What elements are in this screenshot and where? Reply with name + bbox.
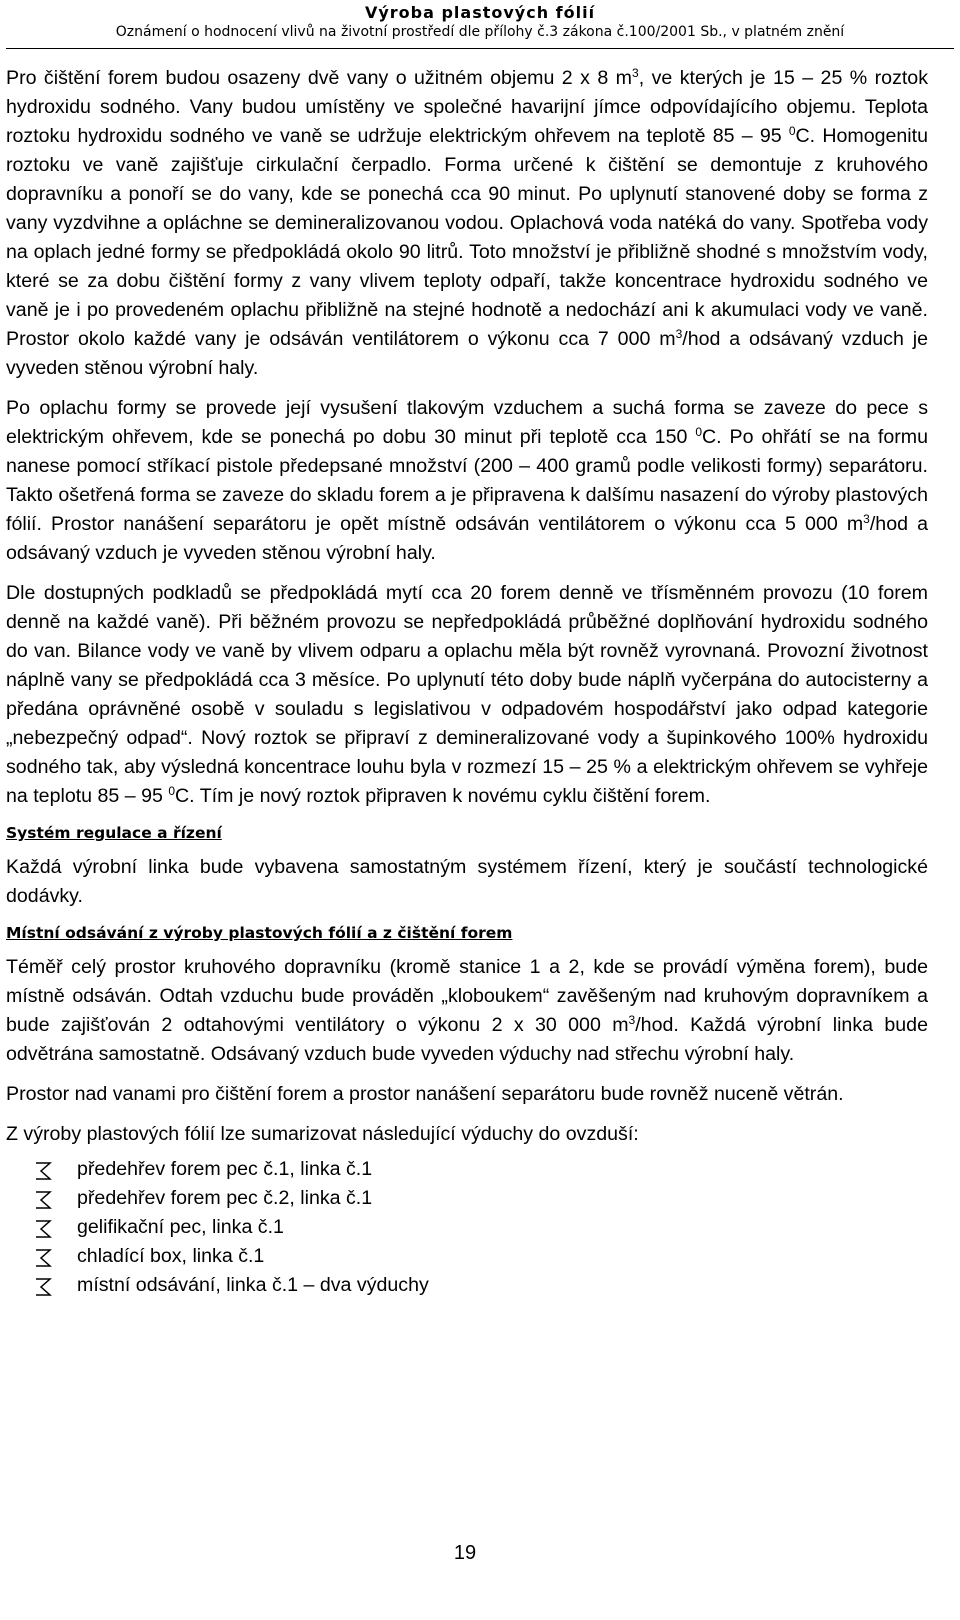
list-item: [6, 1184, 928, 1213]
section-heading-control-system: Systém regulace a řízení: [6, 824, 222, 842]
list-item-label: předehřev forem pec č.2, linka č.1: [77, 1187, 373, 1209]
document-subtitle: Oznámení o hodnocení vlivů na životní prostředí dle přílohy č.3 zákona č.100/2001 Sb., v platném znění: [115, 24, 845, 40]
section-sign-icon: [32, 1248, 54, 1268]
list-item-label: předehřev forem pec č.1, linka č.1: [77, 1158, 373, 1180]
page-number: 19: [453, 1542, 477, 1564]
paragraph-local-exhaust: Téměř celý prostor kruhového dopravníku (kromě stanice 1 a 2, kde se provádí výměna forem), bude místně odsáván. Odtah vzduchu bude prováděn „kloboukem“ zavěšeným nad kruhovým dopravníkem a bude zajišťován 2 odtahovými ventilátory o výkonu 2 x 30 000 $m^3$/hod. Každá výrobní linka bude odvětrána samostatně. Odsávaný vzduch bude vyveden výduchy nad střechu výrobní haly.: [6, 956, 928, 1065]
list-item: [6, 1213, 928, 1242]
section-sign-icon: [32, 1190, 54, 1210]
paragraph-forced-ventilation: Prostor nad vanami pro čištění forem a prostor nanášení separátoru bude rovněž nuceně větrán.: [6, 1083, 844, 1105]
paragraph-control-system: Každá výrobní linka bude vybavena samostatným systémem řízení, který je součástí technologické dodávky.: [6, 856, 928, 907]
document-title: Výroba plastových fólií: [364, 3, 596, 22]
section-sign-icon: [32, 1161, 54, 1181]
paragraph-mold-cleaning: Pro čištění forem budou osazeny dvě vany o užitném objemu 2 x 8 $m^3$, ve kterých je 15 – 25 % roztok hydroxidu sodného. Vany budou umístěny ve společné havarijní jímce odpovídajícího objemu. Teplota roztoku hydroxidu sodného ve vaně se udržuje elektrickým ohřevem na teplotě 85 – 95 $^0$C. Homogenitu roztoku ve vaně zajišťuje cirkulační čerpadlo. Forma určené k čištění se demontuje z kruhového dopravníku a ponoří se do vany, kde se ponechá cca 90 minut. Po uplynutí stanovené doby se forma z vany vyzdvihne a opláchne se demineralizovanou vodou. Oplachová voda natéká do vany. Spotřeba vody na oplach jedné formy se předpokládá okolo 90 litrů. Toto množství je přibližně shodné s množstvím vody, které se za dobu čištění formy z vany vlivem teploty odpaří, takže koncentrace hydroxidu sodného ve vaně je i po provedeném oplachu přibližně na stejné hodnotě a nedochází ani k akumulaci vody ve vaně. Prostor okolo každé vany je odsáván ventilátorem o výkonu cca 7 000 $m^3$/hod a odsávaný vzduch je vyveden stěnou výrobní haly.: [6, 66, 928, 379]
list-item: [6, 1242, 928, 1271]
list-item-label: gelifikační pec, linka č.1: [77, 1216, 284, 1238]
list-item-label: místní odsávání, linka č.1 – dva výduchy: [77, 1274, 429, 1296]
section-sign-icon: [32, 1219, 54, 1239]
paragraph-mold-drying: Po oplachu formy se provede její vysušení tlakovým vzduchem a suchá forma se zaveze do pece s elektrickým ohřevem, kde se ponechá po dobu 30 minut při teplotě cca 150 $^0$C. Po ohřátí se na formu nanese pomocí stříkací pistole předepsané množství (200 – 400 gramů podle velikosti formy) separátoru. Takto ošetřená forma se zaveze do skladu forem a je připravena k dalšímu nasazení do výroby plastových fólií. Prostor nanášení separátoru je opět místně odsáván ventilátorem o výkonu cca 5 000 $m^3$/hod a odsávaný vzduch je vyveden stěnou výrobní haly.: [6, 397, 928, 564]
list-item: [6, 1271, 928, 1300]
list-item-label: chladící box, linka č.1: [77, 1245, 265, 1267]
page-header: [0, 0, 960, 50]
paragraph-washing-balance: Dle dostupných podkladů se předpokládá mytí cca 20 forem denně ve třísměnném provozu (10 forem denně na každé vaně). Při běžném provozu se nepředpokládá průběžné doplňování hydroxidu sodného do van. Bilance vody ve vaně by vlivem odparu a oplachu měla být rovněž vyrovnaná. Provozní životnost náplně vany se předpokládá cca 3 měsíce. Po uplynutí této doby bude náplň vyčerpána do autocisterny a předána oprávněné osobě v souladu s legislativou v odpadovém hospodářství jako odpad kategorie „nebezpečný odpad“. Nový roztok se připraví z demineralizované vody a šupinkového 100% hydroxidu sodného tak, aby výsledná koncentrace louhu byla v rozmezí 15 – 25 % a elektrickým ohřevem se vyhřeje na teplotu 85 – 95 $^0$C. Tím je nový roztok připraven k novému cyklu čištění forem.: [6, 582, 928, 807]
paragraph-emission-summary: Z výroby plastových fólií lze sumarizovat následující výduchy do ovzduší:: [6, 1123, 639, 1145]
list-item: [6, 1155, 928, 1184]
emission-outlets-list: [6, 1155, 928, 1300]
header-divider: [6, 48, 954, 49]
section-heading-local-exhaust: Místní odsávání z výroby plastových fólií a z čištění forem: [6, 924, 513, 942]
section-sign-icon: [32, 1277, 54, 1297]
document-body: [6, 64, 928, 1300]
